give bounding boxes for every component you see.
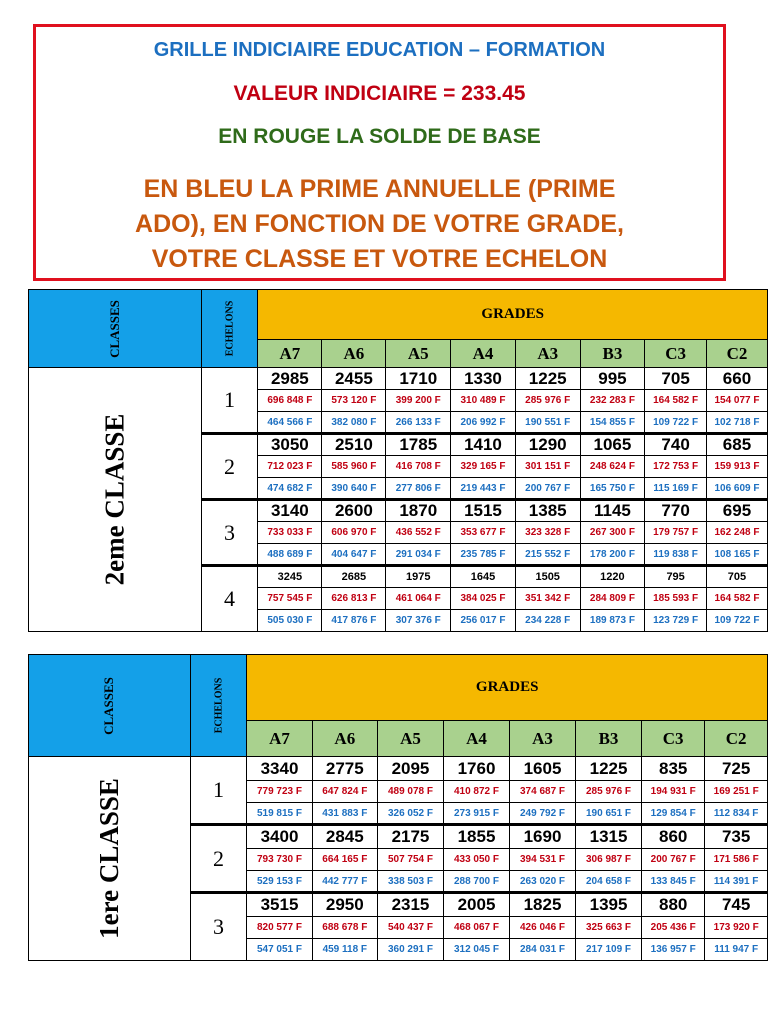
base-salary-cell: 353 677 F (451, 522, 516, 544)
annual-prime-cell: 417 876 F (322, 610, 386, 632)
index-cell: 1395 (576, 893, 642, 917)
index-cell: 1225 (515, 368, 580, 390)
index-cell: 770 (645, 500, 707, 522)
index-cell: 1855 (443, 825, 509, 849)
index-cell: 3400 (247, 825, 312, 849)
index-cell: 995 (580, 368, 645, 390)
index-cell: 1690 (510, 825, 576, 849)
base-salary-cell: 820 577 F (247, 917, 312, 939)
index-cell: 740 (645, 434, 707, 456)
index-cell: 1760 (443, 757, 509, 781)
base-salary-cell: 374 687 F (510, 781, 576, 803)
annual-prime-cell: 488 689 F (258, 544, 322, 566)
grades-header: GRADES (247, 655, 768, 721)
index-cell: 2775 (312, 757, 377, 781)
classes-header-label: CLASSES (101, 676, 117, 735)
annual-prime-cell: 106 609 F (706, 478, 767, 500)
grade-a6: A6 (322, 340, 386, 368)
index-cell: 2005 (443, 893, 509, 917)
echelons-header (190, 655, 247, 757)
index-cell: 1410 (451, 434, 516, 456)
base-salary-cell: 426 046 F (510, 917, 576, 939)
index-cell: 3515 (247, 893, 312, 917)
base-salary-cell: 507 754 F (377, 849, 443, 871)
annual-prime-cell: 547 051 F (247, 939, 312, 961)
base-salary-cell: 162 248 F (706, 522, 767, 544)
index-cell: 880 (642, 893, 705, 917)
annual-prime-cell: 165 750 F (580, 478, 645, 500)
grid-title: GRILLE INDICIAIRE EDUCATION – FORMATION (153, 39, 606, 61)
annual-prime-cell: 234 228 F (515, 610, 580, 632)
annual-prime-cell: 206 992 F (451, 412, 516, 434)
base-salary-cell: 664 165 F (312, 849, 377, 871)
base-salary-cell: 323 328 F (515, 522, 580, 544)
grade-a5: A5 (377, 721, 443, 757)
grade-b3: B3 (580, 340, 645, 368)
grade-a3: A3 (510, 721, 576, 757)
base-salary-cell: 540 437 F (377, 917, 443, 939)
echelon-number: 3 (201, 500, 258, 566)
index-cell: 3050 (258, 434, 322, 456)
base-salary-cell: 647 824 F (312, 781, 377, 803)
base-salary-cell: 285 976 F (515, 390, 580, 412)
index-cell: 745 (705, 893, 768, 917)
annual-prime-cell: 204 658 F (576, 871, 642, 893)
base-salary-cell: 410 872 F (443, 781, 509, 803)
index-cell: 1825 (510, 893, 576, 917)
base-salary-cell: 779 723 F (247, 781, 312, 803)
base-salary-cell: 468 067 F (443, 917, 509, 939)
class-name-label: 1ere CLASSE (93, 778, 124, 939)
index-cell: 795 (645, 566, 707, 588)
index-cell: 1515 (451, 500, 516, 522)
classes-header-label: CLASSES (106, 299, 122, 358)
index-cell: 2845 (312, 825, 377, 849)
index-cell: 660 (706, 368, 767, 390)
annual-prime-cell: 219 443 F (451, 478, 516, 500)
annual-prime-cell: 277 806 F (386, 478, 451, 500)
blue-legend (36, 172, 723, 277)
base-salary-cell: 436 552 F (386, 522, 451, 544)
annual-prime-cell: 189 873 F (580, 610, 645, 632)
index-cell: 2600 (322, 500, 386, 522)
index-cell: 2685 (322, 566, 386, 588)
salary-table-1ere-classe (28, 654, 768, 961)
grade-b3: B3 (576, 721, 642, 757)
echelon-number: 4 (201, 566, 258, 632)
base-salary-cell: 232 283 F (580, 390, 645, 412)
annual-prime-cell: 109 722 F (645, 412, 707, 434)
annual-prime-cell: 326 052 F (377, 803, 443, 825)
index-cell: 1065 (580, 434, 645, 456)
index-cell: 2095 (377, 757, 443, 781)
grade-a3: A3 (515, 340, 580, 368)
base-salary-cell: 159 913 F (706, 456, 767, 478)
header-frame (33, 24, 726, 281)
annual-prime-cell: 112 834 F (705, 803, 768, 825)
annual-prime-cell: 215 552 F (515, 544, 580, 566)
index-cell: 3340 (247, 757, 312, 781)
echelons-header-label: ECHELONS (213, 677, 225, 734)
index-cell: 1145 (580, 500, 645, 522)
grade-a7: A7 (258, 340, 322, 368)
annual-prime-cell: 464 566 F (258, 412, 322, 434)
base-salary-cell: 164 582 F (645, 390, 707, 412)
base-salary-cell: 171 586 F (705, 849, 768, 871)
annual-prime-cell: 154 855 F (580, 412, 645, 434)
index-cell: 685 (706, 434, 767, 456)
base-salary-cell: 306 987 F (576, 849, 642, 871)
base-salary-cell: 733 033 F (258, 522, 322, 544)
annual-prime-cell: 284 031 F (510, 939, 576, 961)
grade-a4: A4 (451, 340, 516, 368)
index-value: VALEUR INDICIAIRE = 233.45 (233, 82, 526, 105)
base-salary-cell: 173 920 F (705, 917, 768, 939)
echelon-number: 1 (190, 757, 247, 825)
annual-prime-cell: 529 153 F (247, 871, 312, 893)
annual-prime-cell: 115 169 F (645, 478, 707, 500)
index-cell: 3140 (258, 500, 322, 522)
index-cell: 1505 (515, 566, 580, 588)
base-salary-cell: 248 624 F (580, 456, 645, 478)
blue-legend-line-3: VOTRE CLASSE ET VOTRE ECHELON (151, 245, 608, 273)
annual-prime-cell: 505 030 F (258, 610, 322, 632)
index-cell: 1385 (515, 500, 580, 522)
base-salary-cell: 757 545 F (258, 588, 322, 610)
annual-prime-cell: 431 883 F (312, 803, 377, 825)
base-salary-cell: 194 931 F (642, 781, 705, 803)
base-salary-cell: 169 251 F (705, 781, 768, 803)
annual-prime-cell: 102 718 F (706, 412, 767, 434)
annual-prime-cell: 273 915 F (443, 803, 509, 825)
index-cell: 835 (642, 757, 705, 781)
annual-prime-cell: 114 391 F (705, 871, 768, 893)
grade-c2: C2 (706, 340, 767, 368)
grade-c3: C3 (645, 340, 707, 368)
base-salary-cell: 433 050 F (443, 849, 509, 871)
base-salary-cell: 461 064 F (386, 588, 451, 610)
annual-prime-cell: 382 080 F (322, 412, 386, 434)
base-salary-cell: 489 078 F (377, 781, 443, 803)
annual-prime-cell: 291 034 F (386, 544, 451, 566)
base-salary-cell: 696 848 F (258, 390, 322, 412)
annual-prime-cell: 442 777 F (312, 871, 377, 893)
index-cell: 2950 (312, 893, 377, 917)
base-salary-cell: 284 809 F (580, 588, 645, 610)
blue-legend-line-2: ADO), EN FONCTION DE VOTRE GRADE, (135, 210, 624, 238)
index-cell: 695 (706, 500, 767, 522)
annual-prime-cell: 178 200 F (580, 544, 645, 566)
index-cell: 1785 (386, 434, 451, 456)
annual-prime-cell: 129 854 F (642, 803, 705, 825)
annual-prime-cell: 136 957 F (642, 939, 705, 961)
annual-prime-cell: 338 503 F (377, 871, 443, 893)
annual-prime-cell: 111 947 F (705, 939, 768, 961)
index-cell: 1225 (576, 757, 642, 781)
classes-header (29, 290, 202, 368)
annual-prime-cell: 109 722 F (706, 610, 767, 632)
grade-a7: A7 (247, 721, 312, 757)
annual-prime-cell: 119 838 F (645, 544, 707, 566)
grade-c3: C3 (642, 721, 705, 757)
index-cell: 3245 (258, 566, 322, 588)
echelon-number: 1 (201, 368, 258, 434)
echelon-number: 2 (190, 825, 247, 893)
base-salary-cell: 394 531 F (510, 849, 576, 871)
echelon-number: 3 (190, 893, 247, 961)
base-salary-cell: 329 165 F (451, 456, 516, 478)
index-cell: 1330 (451, 368, 516, 390)
annual-prime-cell: 123 729 F (645, 610, 707, 632)
annual-prime-cell: 263 020 F (510, 871, 576, 893)
annual-prime-cell: 256 017 F (451, 610, 516, 632)
index-cell: 1645 (451, 566, 516, 588)
index-cell: 705 (645, 368, 707, 390)
annual-prime-cell: 235 785 F (451, 544, 516, 566)
annual-prime-cell: 360 291 F (377, 939, 443, 961)
grades-header: GRADES (258, 290, 768, 340)
grade-c2: C2 (705, 721, 768, 757)
annual-prime-cell: 190 551 F (515, 412, 580, 434)
annual-prime-cell: 108 165 F (706, 544, 767, 566)
annual-prime-cell: 307 376 F (386, 610, 451, 632)
grade-a4: A4 (443, 721, 509, 757)
base-salary-cell: 626 813 F (322, 588, 386, 610)
index-cell: 1870 (386, 500, 451, 522)
base-salary-cell: 179 757 F (645, 522, 707, 544)
base-salary-cell: 185 593 F (645, 588, 707, 610)
annual-prime-cell: 404 647 F (322, 544, 386, 566)
index-cell: 1710 (386, 368, 451, 390)
class-name (29, 757, 191, 961)
base-salary-cell: 164 582 F (706, 588, 767, 610)
index-cell: 705 (706, 566, 767, 588)
base-salary-cell: 793 730 F (247, 849, 312, 871)
index-cell: 2510 (322, 434, 386, 456)
index-cell: 2985 (258, 368, 322, 390)
base-salary-cell: 606 970 F (322, 522, 386, 544)
base-salary-cell: 154 077 F (706, 390, 767, 412)
echelon-number: 2 (201, 434, 258, 500)
index-cell: 2315 (377, 893, 443, 917)
annual-prime-cell: 390 640 F (322, 478, 386, 500)
annual-prime-cell: 474 682 F (258, 478, 322, 500)
index-cell: 2175 (377, 825, 443, 849)
classes-header (29, 655, 191, 757)
base-salary-cell: 351 342 F (515, 588, 580, 610)
annual-prime-cell: 200 767 F (515, 478, 580, 500)
annual-prime-cell: 249 792 F (510, 803, 576, 825)
class-name-label: 2eme CLASSE (99, 413, 130, 586)
index-cell: 1290 (515, 434, 580, 456)
base-salary-cell: 200 767 F (642, 849, 705, 871)
annual-prime-cell: 266 133 F (386, 412, 451, 434)
index-cell: 860 (642, 825, 705, 849)
blue-legend-line-1: EN BLEU LA PRIME ANNUELLE (PRIME (143, 175, 616, 203)
index-cell: 2455 (322, 368, 386, 390)
class-name (29, 368, 202, 632)
grade-a5: A5 (386, 340, 451, 368)
grade-a6: A6 (312, 721, 377, 757)
index-cell: 1605 (510, 757, 576, 781)
annual-prime-cell: 190 651 F (576, 803, 642, 825)
echelons-header (201, 290, 258, 368)
base-salary-cell: 205 436 F (642, 917, 705, 939)
index-cell: 1315 (576, 825, 642, 849)
annual-prime-cell: 288 700 F (443, 871, 509, 893)
annual-prime-cell: 312 045 F (443, 939, 509, 961)
base-salary-cell: 310 489 F (451, 390, 516, 412)
base-salary-cell: 172 753 F (645, 456, 707, 478)
index-cell: 735 (705, 825, 768, 849)
base-salary-cell: 325 663 F (576, 917, 642, 939)
index-cell: 1975 (386, 566, 451, 588)
annual-prime-cell: 217 109 F (576, 939, 642, 961)
annual-prime-cell: 459 118 F (312, 939, 377, 961)
base-salary-cell: 384 025 F (451, 588, 516, 610)
base-salary-cell: 399 200 F (386, 390, 451, 412)
base-salary-cell: 301 151 F (515, 456, 580, 478)
red-legend: EN ROUGE LA SOLDE DE BASE (218, 125, 541, 148)
base-salary-cell: 285 976 F (576, 781, 642, 803)
annual-prime-cell: 133 845 F (642, 871, 705, 893)
base-salary-cell: 585 960 F (322, 456, 386, 478)
base-salary-cell: 712 023 F (258, 456, 322, 478)
base-salary-cell: 267 300 F (580, 522, 645, 544)
base-salary-cell: 416 708 F (386, 456, 451, 478)
index-cell: 725 (705, 757, 768, 781)
echelons-header-label: ECHELONS (224, 300, 236, 357)
salary-table-2eme-classe (28, 289, 768, 632)
annual-prime-cell: 519 815 F (247, 803, 312, 825)
base-salary-cell: 573 120 F (322, 390, 386, 412)
base-salary-cell: 688 678 F (312, 917, 377, 939)
index-cell: 1220 (580, 566, 645, 588)
